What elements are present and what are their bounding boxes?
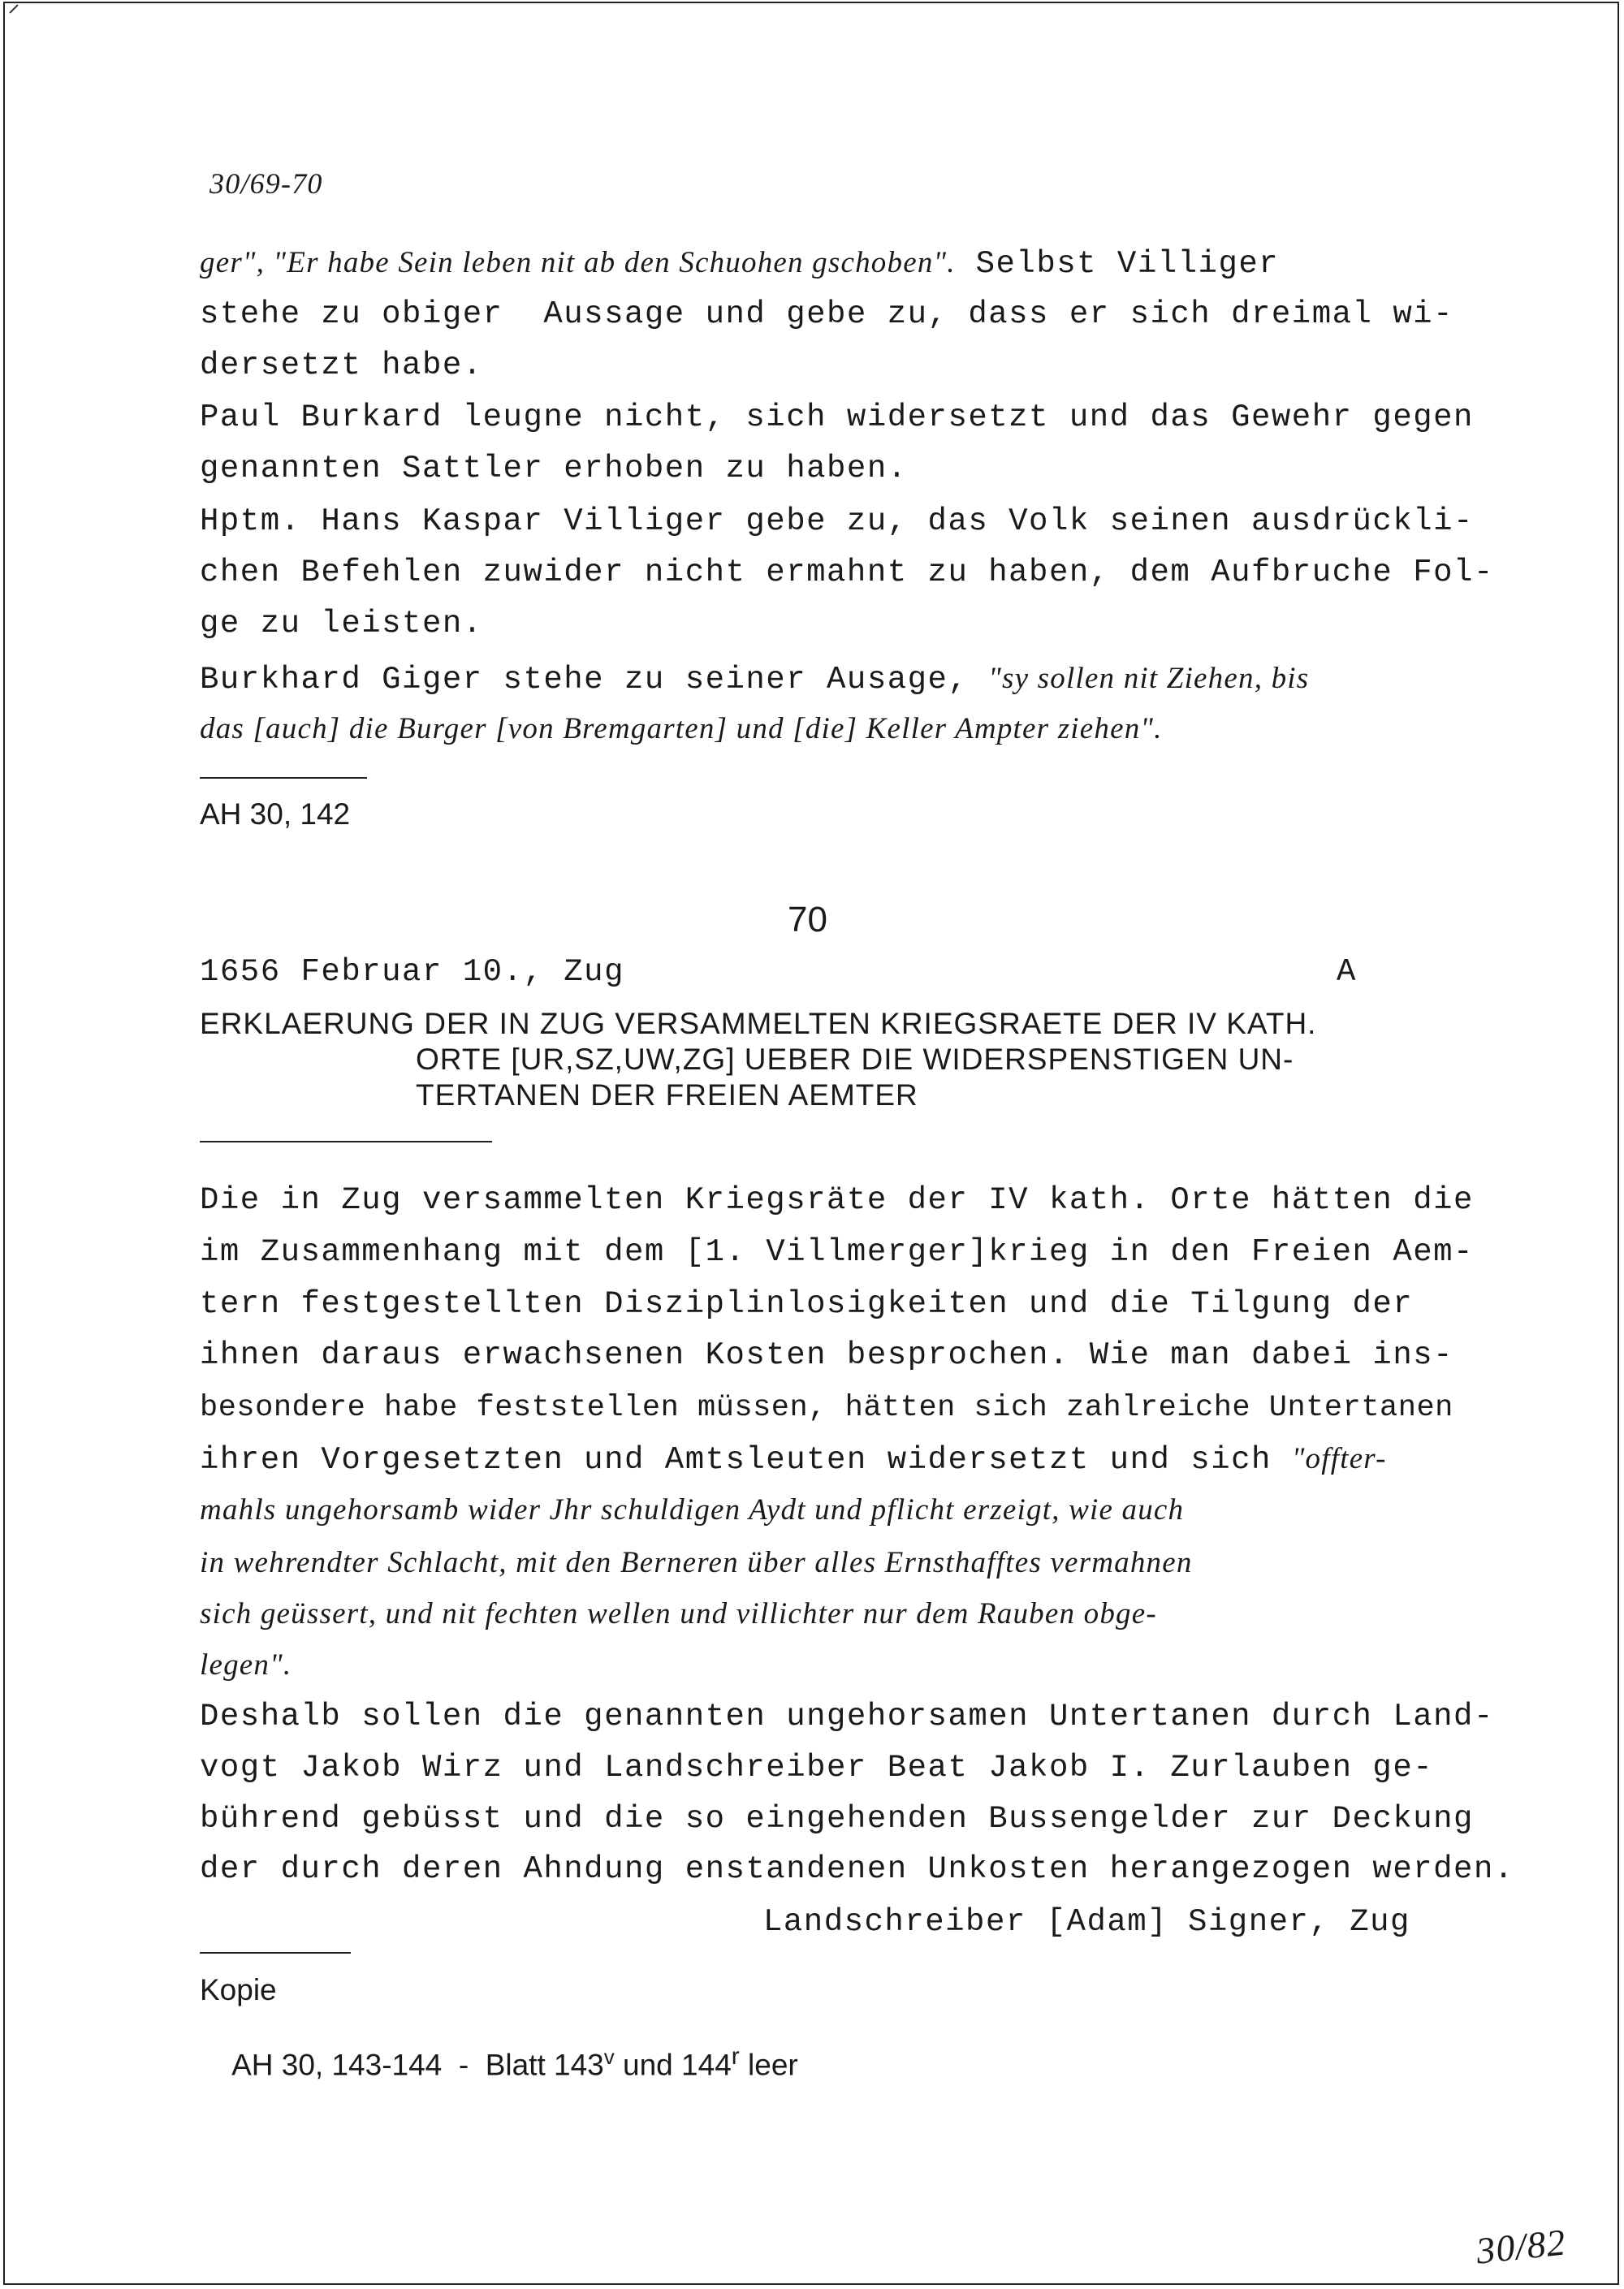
header-ref: 30/69-70	[209, 167, 323, 200]
text-line: stehe zu obiger Aussage und gebe zu, dass er sich dreimal wi-	[200, 296, 1454, 332]
text-line: Die in Zug versammelten Kriegsräte der IV kath. Orte hätten die	[200, 1182, 1474, 1218]
footnote-mid: und 144	[614, 2048, 732, 2082]
text-line: Hptm. Hans Kaspar Villiger gebe zu, das Volk seinen ausdrückli-	[200, 503, 1474, 539]
source-ref: AH 30, 142	[200, 797, 351, 831]
text-line: genannten Sattler erhoben zu haben.	[200, 451, 908, 486]
recto-sup: r	[731, 2043, 740, 2070]
text-line: der durch deren Ahndung enstandenen Unkosten herangezogen werden.	[200, 1851, 1514, 1887]
text-line: vogt Jakob Wirz und Landschreiber Beat Jakob I. Zurlauben ge-	[200, 1750, 1434, 1786]
text-line: ihnen daraus erwachsenen Kosten besprochen. Wie man dabei ins-	[200, 1337, 1454, 1373]
text: ihren Vorgesetzten und Amtsleuten widersetzt und sich	[200, 1442, 1292, 1478]
date-place: 1656 Februar 10., Zug	[200, 954, 624, 990]
text-line: mahls ungehorsamb wider Jhr schuldigen Aydt und pflicht erzeigt, wie auch	[200, 1493, 1185, 1527]
text-line: tern festgestellten Disziplinlosigkeiten und die Tilgung der	[200, 1286, 1414, 1322]
section-rule	[200, 1141, 492, 1142]
text-line	[200, 1433, 1387, 1485]
signature: Landschreiber [Adam] Signer, Zug	[763, 1904, 1410, 1940]
footnote-source	[200, 2009, 798, 2116]
text: Selbst Villiger	[955, 246, 1280, 282]
footnote-source-text: AH 30, 143-144 - Blatt 143	[231, 2048, 604, 2082]
footnote-rule	[200, 777, 367, 779]
text-line: chen Befehlen zuwider nicht ermahnt zu haben, dem Aufbruche Fol-	[200, 555, 1494, 590]
text-line: in wehrendter Schlacht, mit den Berneren über alles Ernsthafftes vermahnen	[200, 1546, 1193, 1579]
text-line	[200, 1382, 1453, 1434]
text-line: ge zu leisten.	[200, 606, 483, 641]
text: Burkhard Giger stehe zu seiner Ausage,	[200, 662, 989, 697]
italic-quote: "offter-	[1291, 1442, 1387, 1475]
footnote-rule	[200, 1952, 351, 1954]
text-line: sich geüssert, und nit fechten wellen und villichter nur dem Rauben obge-	[200, 1597, 1157, 1630]
footnote-kind: Kopie	[200, 1973, 277, 2006]
text-line	[200, 653, 1309, 705]
doc-title-line: ERKLAERUNG DER IN ZUG VERSAMMELTEN KRIEGSRAETE DER IV KATH.	[200, 1007, 1317, 1040]
text: besondere habe feststellen müssen, hätten sich zahlreiche Untertanen	[200, 1391, 1453, 1425]
italic-quote: ger", "Er habe Sein leben nit ab den Schuohen gschoben".	[200, 246, 956, 279]
text-line: im Zusammenhang mit dem [1. Villmerger]krieg in den Freien Aem-	[200, 1234, 1474, 1270]
text-line: bührend gebüsst und die so eingehenden Bussengelder zur Deckung	[200, 1801, 1474, 1837]
doc-letter: A	[1337, 954, 1357, 990]
text-line: das [auch] die Burger [von Bremgarten] und [die] Keller Ampter ziehen".	[200, 712, 1163, 745]
text-line	[200, 237, 1279, 289]
footnote-tail: leer	[739, 2048, 798, 2082]
text-line: Paul Burkard leugne nicht, sich widersetzt und das Gewehr gegen	[200, 399, 1474, 435]
text-line: Deshalb sollen die genannten ungehorsamen Untertanen durch Land-	[200, 1699, 1494, 1734]
doc-number: 70	[788, 900, 827, 939]
doc-title-line: TERTANEN DER FREIEN AEMTER	[416, 1078, 918, 1112]
italic-quote: "sy sollen nit Ziehen, bis	[988, 662, 1310, 695]
page-number: 30/82	[1474, 2221, 1569, 2272]
doc-title-line: ORTE [UR,SZ,UW,ZG] UEBER DIE WIDERSPENSTIGEN UN-	[416, 1043, 1294, 1076]
verso-sup: v	[603, 2045, 615, 2069]
text-line: legen".	[200, 1648, 292, 1682]
text-line: dersetzt habe.	[200, 348, 483, 383]
